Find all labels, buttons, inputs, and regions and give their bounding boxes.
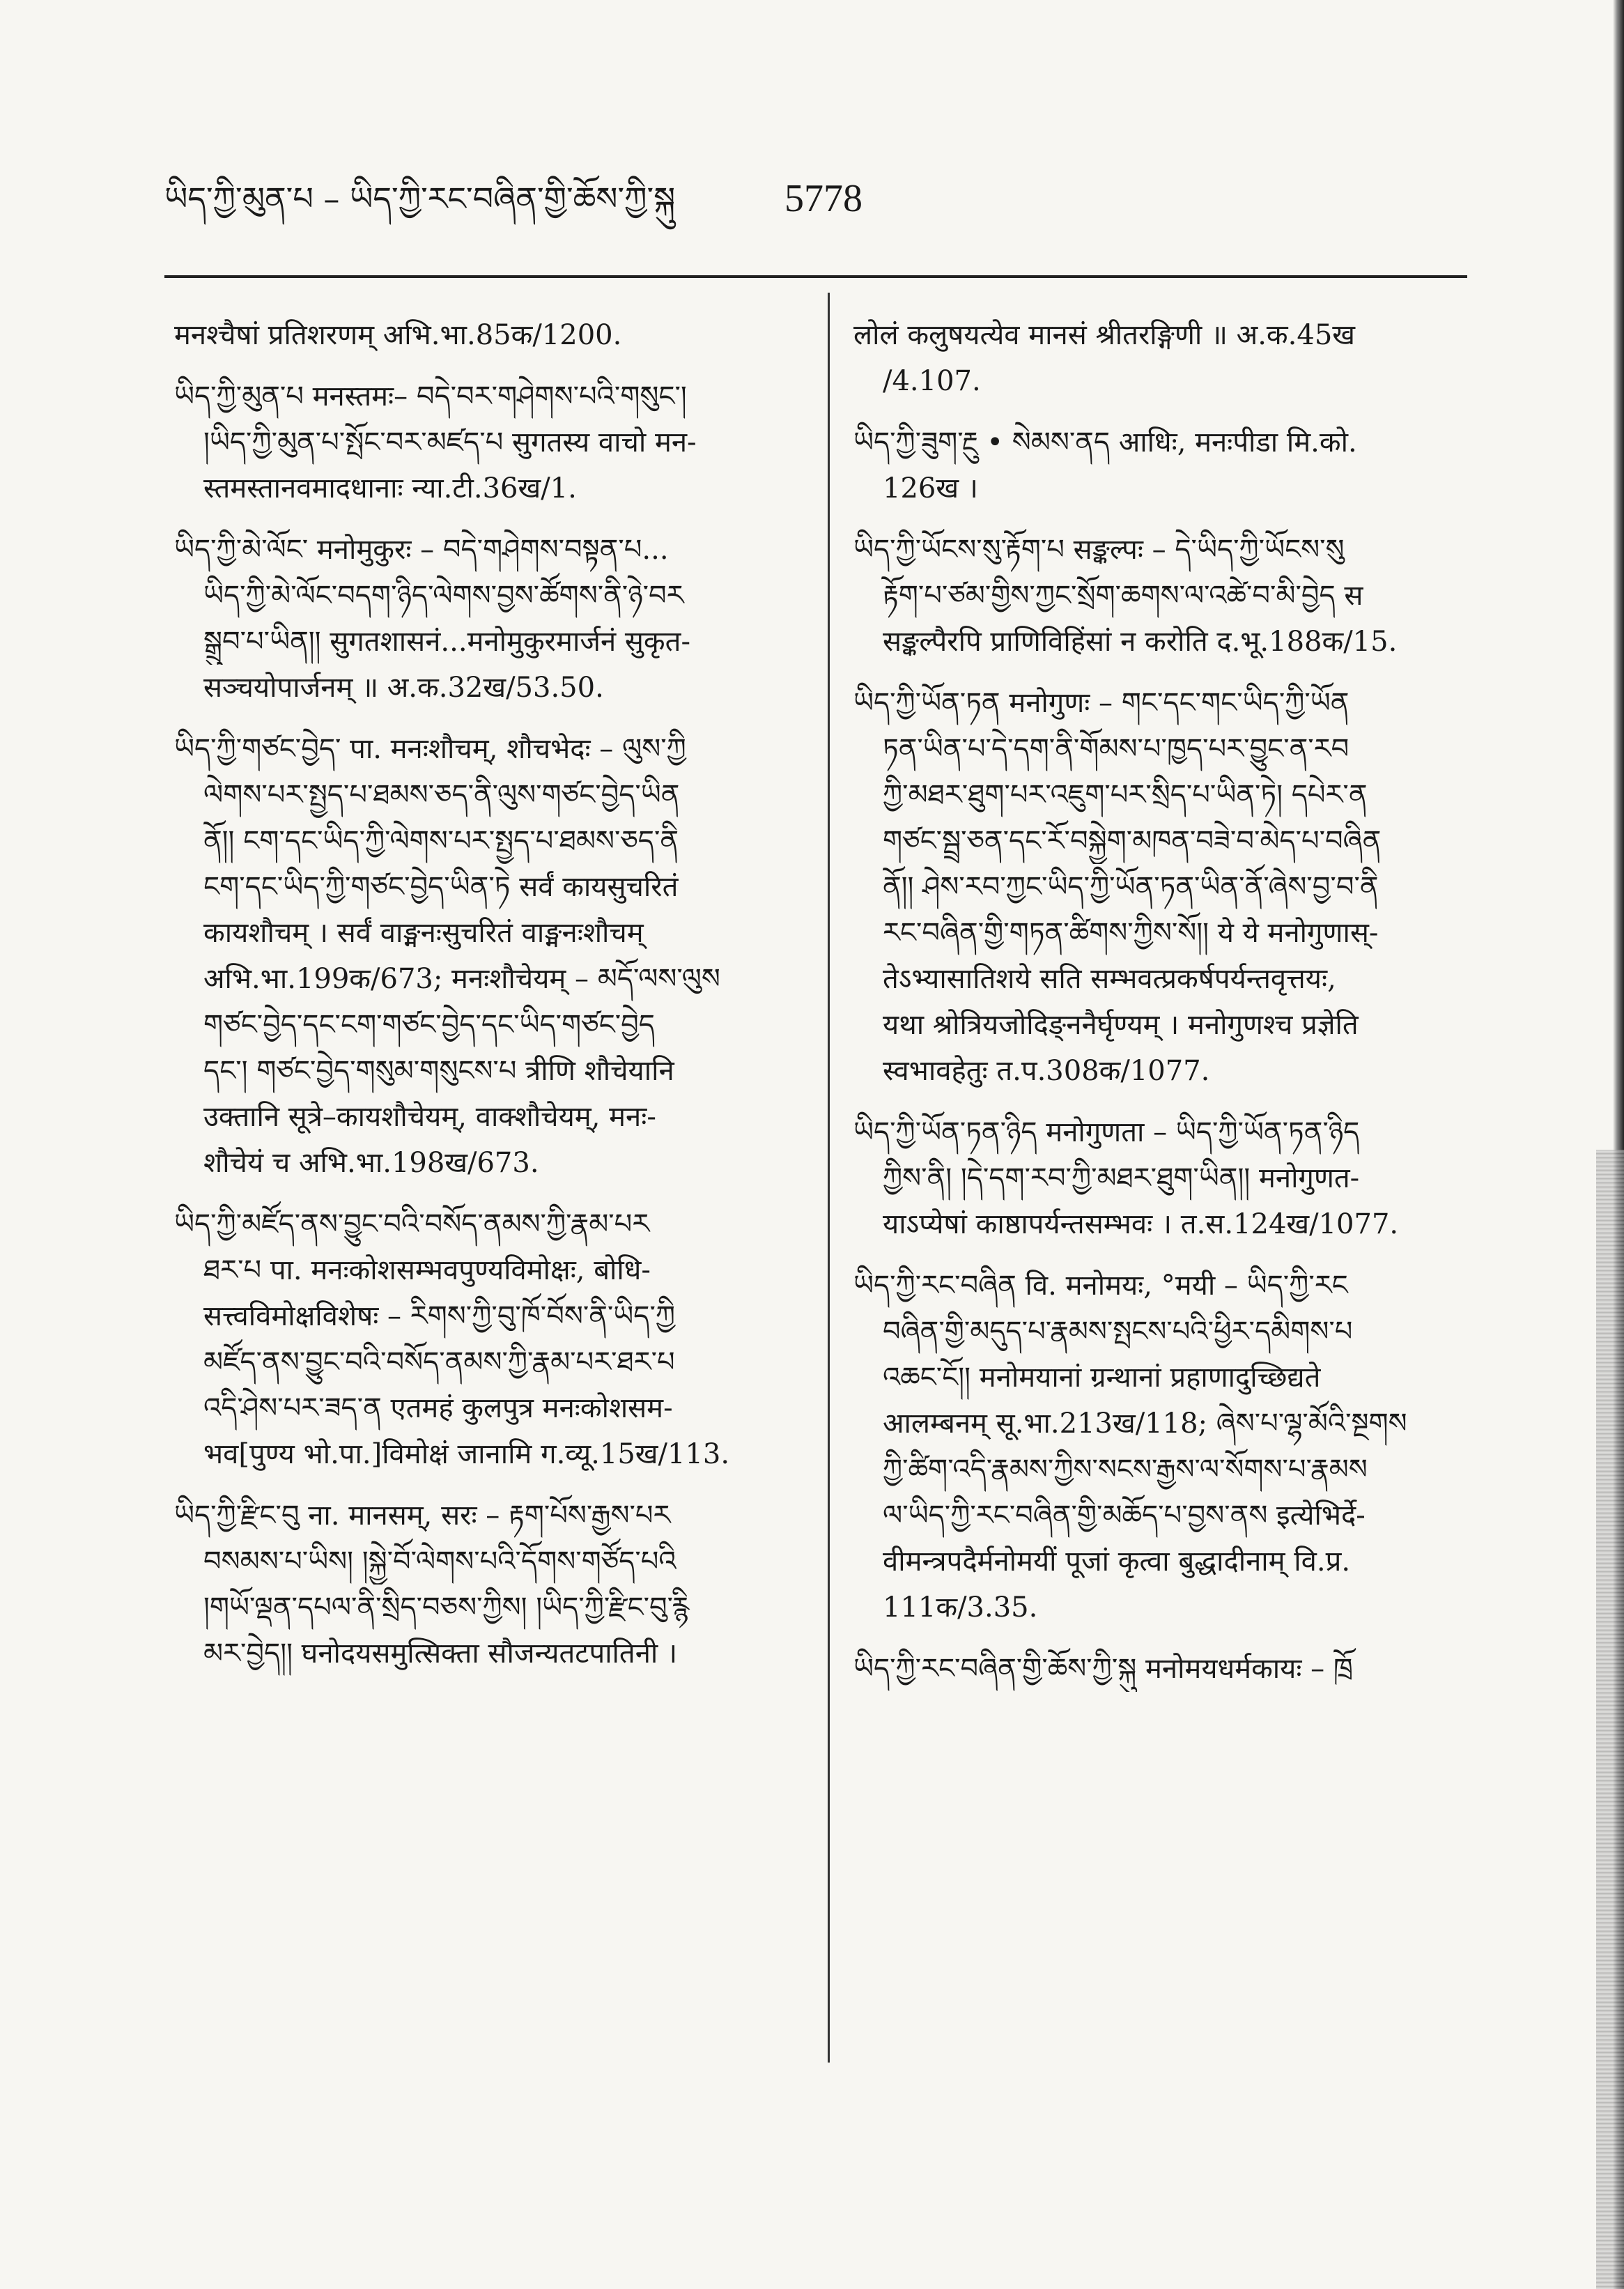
entry-line: ཀྱི་མཐར་ཐུག་པར་འཇུག་པར་སྲིད་པ་ཡིན་ཏེ། དཔེར་ན bbox=[883, 779, 1368, 811]
dictionary-entry bbox=[853, 1646, 1484, 1692]
entry-headline: ཡིད་ཀྱི་ཡོན་ཏན་ཉིད मनोगुणता – ཡིད་ཀྱི་ཡོན་ཏན་ཉིད bbox=[853, 1116, 1360, 1148]
running-header bbox=[164, 167, 1279, 230]
dictionary-entry bbox=[853, 1263, 1484, 1631]
dictionary-entry bbox=[174, 312, 808, 358]
entry-line: तेऽभ्यासातिशये सति सम्भवत्प्रकर्षपर्यन्तवृत्तयः, bbox=[883, 963, 1336, 995]
entry-line: शौचेयं च अभि.भा.198ख/673. bbox=[203, 1147, 539, 1179]
left-column bbox=[174, 312, 808, 1692]
scan-edge-texture bbox=[1596, 1150, 1624, 2289]
entry-line: 126ख । bbox=[883, 472, 978, 504]
entry-line: མར་བྱེད།། घनोदयसमुत्सिक्ता सौजन्यतटपातिनी । bbox=[203, 1637, 678, 1670]
entry-line: །ཡིད་ཀྱི་མུན་པ་སྤོང་བར་མཛད་པ सुगतस्य वाचो मन- bbox=[203, 426, 697, 458]
entry-headline: ཡིད་ཀྱི་ཟུག་རྔུ • སེམས་ནད आधिः, मनःपीडा मि.को. bbox=[853, 426, 1357, 458]
entry-line: ཡིད་ཀྱི་མེ་ལོང་བདག་ཉིད་ལེགས་བྱས་ཚོགས་ནི་ཉེ་བར bbox=[203, 580, 684, 612]
entry-line: स्तमस्तानवमादधानाः न्या.टी.36ख/1. bbox=[203, 472, 577, 504]
entry-line: ལེགས་པར་སྤྱད་པ་ཐམས་ཅད་ནི་ལུས་གཙང་བྱེད་ཡིན bbox=[203, 779, 680, 811]
entry-headline: ཡིད་ཀྱི་མཛོད་ནས་བྱུང་བའི་བསོད་ནམས་ཀྱི་རྣམ་པར bbox=[174, 1208, 650, 1240]
entry-line: འདི་ཤེས་པར་ཟད་ན एतमहं कुलपुत्र मनःकोशसम- bbox=[203, 1392, 673, 1424]
entry-headline: ཡིད་ཀྱི་རང་བཞིན་གྱི་ཆོས་ཀྱི་སྐུ मनोमयधर्मकायः – ཁྲོ bbox=[853, 1653, 1353, 1685]
entry-line: ཐར་པ पा. मनःकोशसम्भवपुण्यविमोक्षः, बोधि- bbox=[203, 1254, 651, 1286]
entry-line: ཏན་ཡིན་པ་དེ་དག་ནི་གོམས་པ་ཁྱད་པར་བྱུང་ན་རབ bbox=[883, 733, 1350, 765]
entry-headline: ཡིད་ཀྱི་གཙང་བྱེད་ पा. मनःशौचम्, शौचभेदः – ལུས་ཀྱི bbox=[174, 733, 686, 765]
entry-line: भव[पुण्य भो.पा.]विमोक्षं जानामि ग.व्यू.15ख/113. bbox=[203, 1438, 730, 1470]
entry-line: ནོ།། ཤེས་རབ་ཀྱང་ཡིད་ཀྱི་ཡོན་ཏན་ཡིན་ནོ་ཞེས་བྱ་བ་ནི bbox=[883, 871, 1379, 903]
entry-line: 111क/3.35. bbox=[883, 1591, 1038, 1624]
entry-line: གཙང་བྱེད་དང་ངག་གཙང་བྱེད་དང་ཡིད་གཙང་བྱེད bbox=[203, 1009, 655, 1041]
entry-line: མཛོད་ནས་བྱུང་བའི་བསོད་ནམས་ཀྱི་རྣམ་པར་ཐར་པ bbox=[203, 1346, 675, 1378]
header-rule bbox=[164, 275, 1467, 278]
entry-headline: मनश्चैषां प्रतिशरणम् अभि.भा.85क/1200. bbox=[174, 319, 622, 351]
entry-line: སྒྲུབ་པ་ཡིན།། सुगतशासनं...मनोमुकुरमार्जनं सुकृत- bbox=[203, 626, 690, 658]
dictionary-entry bbox=[174, 1493, 808, 1677]
entry-line: འཆང་ངོ།། मनोमयानां ग्रन्थानां प्रहाणादुच्छिद्यते bbox=[883, 1362, 1321, 1394]
entry-line: བསམས་པ་ཡིས། །སྐྱེ་བོ་ལེགས་པའི་དོགས་གཙོད་པའི bbox=[203, 1546, 676, 1578]
dictionary-entry bbox=[853, 419, 1484, 511]
entry-line: यथा श्रोत्रियजोदिङ्ननैर्घृण्यम् । मनोगुणश्च प्रज्ञेति bbox=[883, 1009, 1359, 1041]
entry-headline: ཡིད་ཀྱི་རྫིང་བུ ना. मानसम्, सरः – རྟག་པོས་རྒྱས་པར bbox=[174, 1500, 671, 1532]
entry-line: རང་བཞིན་གྱི་གཏན་ཚིགས་ཀྱིས་སོ།། ये ये मनोगुणास्- bbox=[883, 917, 1379, 949]
entry-headline: ཡིད་ཀྱི་ཡོངས་སུ་རྟོག་པ सङ्कल्पः – དེ་ཡིད་ཀྱི་ཡོངས་སུ bbox=[853, 534, 1345, 566]
dictionary-entry bbox=[853, 527, 1484, 665]
entry-line: उक्तानि सूत्रे–कायशौचेयम्, वाक्शौचेयम्, मनः- bbox=[203, 1101, 656, 1133]
entry-line: आलम्बनम् सू.भा.213ख/118; ཞེས་པ་ལྷ་མོའི་སྔགས bbox=[883, 1408, 1407, 1440]
entry-line: ཀྱིས་ནི། །དེ་དག་རབ་ཀྱི་མཐར་ཐུག་ཡིན།། मनोगुणत- bbox=[883, 1162, 1360, 1194]
entry-line: ཀྱི་ཚིག་འདི་རྣམས་ཀྱིས་སངས་རྒྱས་ལ་སོགས་པ་རྣམས bbox=[883, 1454, 1368, 1486]
right-column bbox=[853, 312, 1484, 1707]
entry-line: सञ्चयोपार्जनम् ॥ अ.क.32ख/53.50. bbox=[203, 672, 604, 704]
entry-line: स्वभावहेतुः त.प.308क/1077. bbox=[883, 1055, 1210, 1087]
entry-line: सङ्कल्पैरपि प्राणिविहिंसां न करोति द.भू.188क/15. bbox=[883, 626, 1398, 658]
dictionary-entry bbox=[174, 726, 808, 1186]
entry-headline: लोलं कलुषयत्येव मानसं श्रीतरङ्गिणी ॥ अ.क.45ख bbox=[853, 319, 1355, 351]
entry-line: དང་། གཙང་བྱེད་གསུམ་གསུངས་པ त्रीणि शौचेयानि bbox=[203, 1055, 674, 1087]
entry-line: ནོ།། ངག་དང་ཡིད་ཀྱི་ལེགས་པར་སྤྱད་པ་ཐམས་ཅད་ནི bbox=[203, 825, 679, 857]
entry-line: वीमन्त्रपदैर्मनोमयीं पूजां कृत्वा बुद्धादीनाम् वि.प्र. bbox=[883, 1546, 1351, 1578]
entry-line: अभि.भा.199क/673; मनःशौचेयम् – མདོ་ལས་ལུས bbox=[203, 963, 720, 995]
dictionary-entry bbox=[853, 312, 1484, 404]
entry-line: याऽप्येषां काष्ठापर्यन्तसम्भवः । त.स.124ख/1077. bbox=[883, 1208, 1399, 1240]
entry-line: कायशौचम् । सर्वं वाङ्मनःसुचरितं वाङ्मनःशौचम् bbox=[203, 917, 644, 949]
entry-line: सत्त्वविमोक्षविशेषः – རིགས་ཀྱི་བུ་ཁོ་བོས་ནི་ཡིད་ཀྱི bbox=[203, 1300, 676, 1332]
dictionary-entry bbox=[174, 1201, 808, 1477]
entry-headline: ཡིད་ཀྱི་མུན་པ मनस्तमः– བདེ་བར་གཤེགས་པའི་གསུང་། bbox=[174, 380, 687, 413]
dictionary-entry bbox=[853, 680, 1484, 1094]
column-divider bbox=[828, 293, 830, 2063]
entry-headline: ཡིད་ཀྱི་མེ་ལོང་ मनोमुकुरः – བདེ་གཤེགས་བསྟན་པ... bbox=[174, 534, 669, 566]
entry-headline: ཡིད་ཀྱི་ཡོན་ཏན मनोगुणः – གང་དང་གང་ཡིད་ཀྱི་ཡོན bbox=[853, 687, 1350, 719]
dictionary-entry bbox=[174, 527, 808, 711]
dictionary-entry bbox=[853, 1109, 1484, 1247]
entry-line: གཙང་སྦྲ་ཅན་དང་རོ་བསྐྱེག་མཁན་བཟེ་བ་མེད་པ་བཞིན bbox=[883, 825, 1382, 857]
entry-line: རྟོག་པ་ཙམ་གྱིས་ཀྱང་སྲོག་ཆགས་ལ་འཚེ་བ་མི་བྱེད स bbox=[883, 580, 1363, 612]
page-number: 5778 bbox=[784, 177, 863, 220]
dictionary-entry bbox=[174, 373, 808, 511]
entry-line: །གཡོ་ལྡན་དཔལ་ནི་སྲིད་བཅས་ཀྱིས། །ཡིད་ཀྱི་རྫིང་བུ་རྙི bbox=[203, 1591, 689, 1624]
entry-line: ངག་དང་ཡིད་ཀྱི་གཙང་བྱེད་ཡིན་ཏེ सर्वं कायसुचरितं bbox=[203, 871, 679, 903]
entry-line: /4.107. bbox=[883, 365, 981, 397]
header-title: ཡིད་ཀྱི་མུན་པ – ཡིད་ཀྱི་རང་བཞིན་གྱི་ཆོས་ཀྱི་སྐུ bbox=[164, 180, 676, 217]
entry-line: ལ་ཡིད་ཀྱི་རང་བཞིན་གྱི་མཆོད་པ་བྱས་ནས इत्येभिर्दे- bbox=[883, 1500, 1366, 1532]
entry-headline: ཡིད་ཀྱི་རང་བཞིན वि. मनोमयः, °मयी – ཡིད་ཀྱི་རང bbox=[853, 1270, 1348, 1302]
entry-line: བཞིན་གྱི་མདུད་པ་རྣམས་སྤངས་པའི་ཕྱིར་དམིགས་པ bbox=[883, 1316, 1353, 1348]
